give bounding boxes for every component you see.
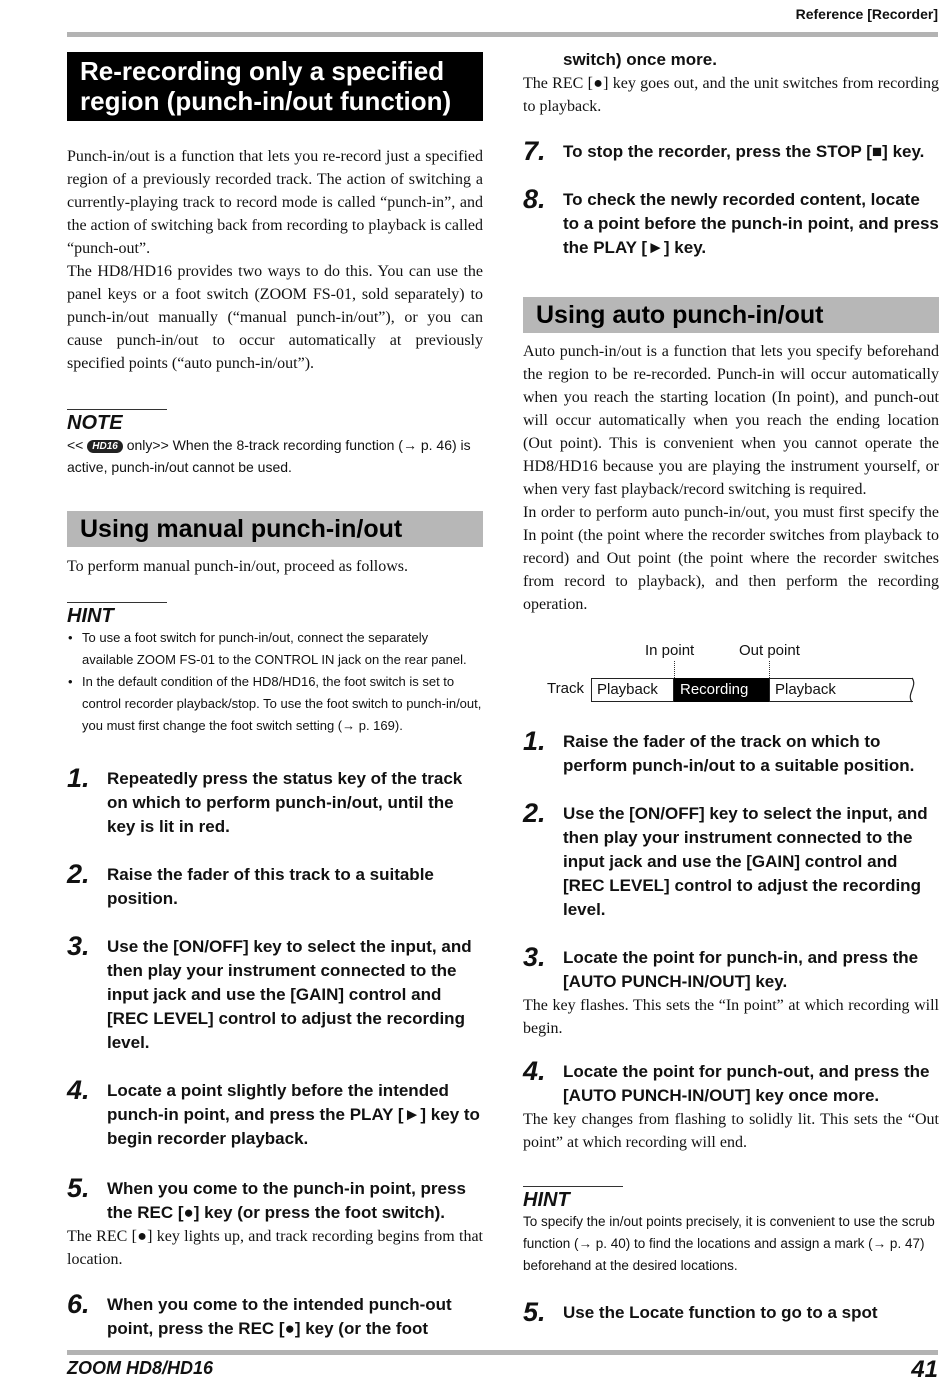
auto-step-5	[523, 1297, 939, 1327]
step-number: 3.	[67, 931, 90, 961]
step-number: 5.	[67, 1173, 90, 1203]
step-1	[67, 763, 483, 839]
step-text: Use the [ON/OFF] key to select the input, and then play your instrument connected to the input jack and use the [GAIN] control and [REC LEVEL] control to adjust the recording level.	[563, 804, 928, 919]
hint-label: HINT	[67, 605, 114, 627]
step-2	[67, 859, 483, 911]
step-number: 5.	[523, 1297, 546, 1327]
note-text	[67, 434, 483, 478]
auto-steps	[523, 726, 939, 1154]
intro-section	[67, 145, 483, 375]
step-text: Use the [ON/OFF] key to select the input, and then play your instrument connected to the input jack and use the [GAIN] control and [REC LEVEL] control to adjust the recording level.	[107, 937, 472, 1052]
footer-product: ZOOM HD8/HD16	[67, 1358, 214, 1378]
step-text: When you come to the intended punch-out point, press the REC [●] key (or the foot	[107, 1295, 452, 1338]
step-number: 3.	[523, 942, 546, 972]
hint-rule	[523, 1186, 623, 1187]
hint-item: • To use a foot switch for punch-in/out, connect the separately available ZOOM FS-01 to the CONTROL IN jack on the rear panel.	[67, 627, 483, 671]
step-5-description: The REC [●] key lights up, and track recording begins from that location.	[67, 1228, 483, 1268]
step-number: 2.	[67, 859, 90, 889]
punch-diagram	[523, 642, 939, 704]
step-text: Raise the fader of the track on which to perform punch-in/out to a suitable position.	[563, 732, 915, 775]
manual-steps	[67, 763, 483, 1341]
in-point-label: In point	[645, 642, 695, 659]
auto-hint-box	[523, 1186, 939, 1277]
hint-text: To specify the in/out points precisely, it is convenient to use the scrub function (→ p. 40) to find the locations and assign a mark (→ p. 47) beforehand at the desired locations.	[523, 1214, 935, 1273]
step-number: 1.	[67, 763, 90, 793]
step-text: To check the newly recorded content, locate to a point before the punch-in point, and press the PLAY [►] key.	[563, 190, 939, 257]
hd16-badge-icon: HD16	[87, 440, 123, 453]
track-label: Track	[547, 680, 584, 697]
step-number: 8.	[523, 184, 546, 214]
step-text: Locate the point for punch-out, and press the [AUTO PUNCH-IN/OUT] key once more.	[563, 1062, 930, 1105]
step-6-continued	[523, 48, 939, 72]
step-8	[523, 184, 939, 260]
top-divider	[67, 32, 938, 37]
step-text: Raise the fader of this track to a suitable position.	[107, 865, 434, 908]
auto-intro-paragraph-2: In order to perform auto punch-in/out, you must first specify the In point (the point where the recorder switches from playback to record) and Out point (the point where the recorder switches from record to playback), and then perform the recording operation.	[523, 504, 939, 613]
out-point-marker	[769, 661, 770, 678]
note-box	[67, 409, 483, 478]
auto-step-2	[523, 798, 939, 922]
out-point-label: Out point	[739, 642, 800, 659]
hint-box	[67, 602, 483, 737]
auto-heading: Using auto punch-in/out	[523, 297, 939, 333]
auto-step-3-description: The key flashes. This sets the “In point” at which recording will begin.	[523, 997, 939, 1037]
step-text: To stop the recorder, press the STOP [■] key.	[563, 142, 925, 161]
segment-playback-before: Playback	[591, 678, 674, 702]
step-text: switch) once more.	[563, 50, 717, 69]
step-number: 4.	[67, 1075, 90, 1105]
step-6-description: The REC [●] key goes out, and the unit switches from recording to playback.	[523, 75, 939, 115]
hint-list	[67, 627, 483, 737]
hint-label: HINT	[523, 1189, 570, 1211]
auto-step-1	[523, 726, 939, 778]
in-point-marker	[674, 661, 675, 678]
note-label: NOTE	[67, 412, 123, 434]
auto-intro-paragraph-1: Auto punch-in/out is a function that lets you specify beforehand the region to be re-recorded. Punch-in will occur automatically when you reach the starting location (In point), and punch-out will occur automatically when you reach the ending location (Out point). This is convenient when you cannot operate the HD8/HD16 because you are playing the instrument yourself, or when very fast playback/record switching is required.	[523, 343, 939, 498]
step-7	[523, 136, 939, 166]
manual-heading: Using manual punch-in/out	[67, 511, 483, 547]
right-column	[523, 48, 939, 1325]
segment-playback-after: Playback	[769, 678, 913, 702]
track-continues-icon	[904, 676, 918, 704]
left-column	[67, 52, 483, 1341]
step-number: 4.	[523, 1056, 546, 1086]
step-text: Use the Locate function to go to a spot	[563, 1303, 878, 1322]
intro-paragraph-2: The HD8/HD16 provides two ways to do this. You can use the panel keys or a foot switch (ZOOM FS-01, sold separately) to punch-in/out manually (“manual punch-in/out”), or you can cause punch-in/out to occur automatically at previously specified points (“auto punch-in/out”).	[67, 263, 483, 372]
hint-rule	[67, 602, 167, 603]
step-text: Locate a point slightly before the intended punch-in point, and press the PLAY [►] key to begin recorder playback.	[107, 1081, 480, 1148]
note-rule	[67, 409, 167, 410]
running-header: Reference [Recorder]	[795, 6, 938, 22]
step-3	[67, 931, 483, 1055]
step-number: 6.	[67, 1289, 90, 1319]
auto-step-3	[523, 942, 939, 994]
step-number: 1.	[523, 726, 546, 756]
auto-step-4	[523, 1056, 939, 1108]
note-body: only>> When the 8-track recording function (→ p. 46) is active, punch-in/out cannot be used.	[67, 437, 471, 475]
step-text: When you come to the punch-in point, press the REC [●] key (or press the foot switch).	[107, 1179, 466, 1222]
step-number: 2.	[523, 798, 546, 828]
hint-item: • In the default condition of the HD8/HD16, the foot switch is set to control recorder playback/stop. To use the foot switch to punch-in/out, you must first change the foot switch setting (→ p. 169).	[67, 671, 483, 737]
step-text: Locate the point for punch-in, and press the [AUTO PUNCH-IN/OUT] key.	[563, 948, 919, 991]
auto-intro	[523, 340, 939, 616]
segment-recording: Recording	[674, 678, 769, 702]
page-number: 41	[911, 1356, 938, 1383]
bottom-divider	[67, 1350, 938, 1355]
step-5	[67, 1173, 483, 1225]
page-title: Re-recording only a specified region (punch-in/out function)	[67, 52, 483, 121]
intro-paragraph-1: Punch-in/out is a function that lets you re-record just a specified region of a previously recorded track. The action of switching a currently-playing track to record mode is called “punch-in”, and the action of switching back from recording to playback is called “punch-out”.	[67, 148, 483, 257]
note-prefix: <<	[67, 437, 84, 453]
auto-step-4-description: The key changes from flashing to solidly lit. This sets the “Out point” at which recording will end.	[523, 1111, 939, 1151]
manual-intro: To perform manual punch-in/out, proceed as follows.	[67, 558, 409, 575]
step-text: Repeatedly press the status key of the track on which to perform punch-in/out, until the key is lit in red.	[107, 769, 463, 836]
step-4	[67, 1075, 483, 1151]
step-number: 7.	[523, 136, 546, 166]
step-6	[67, 1289, 483, 1341]
